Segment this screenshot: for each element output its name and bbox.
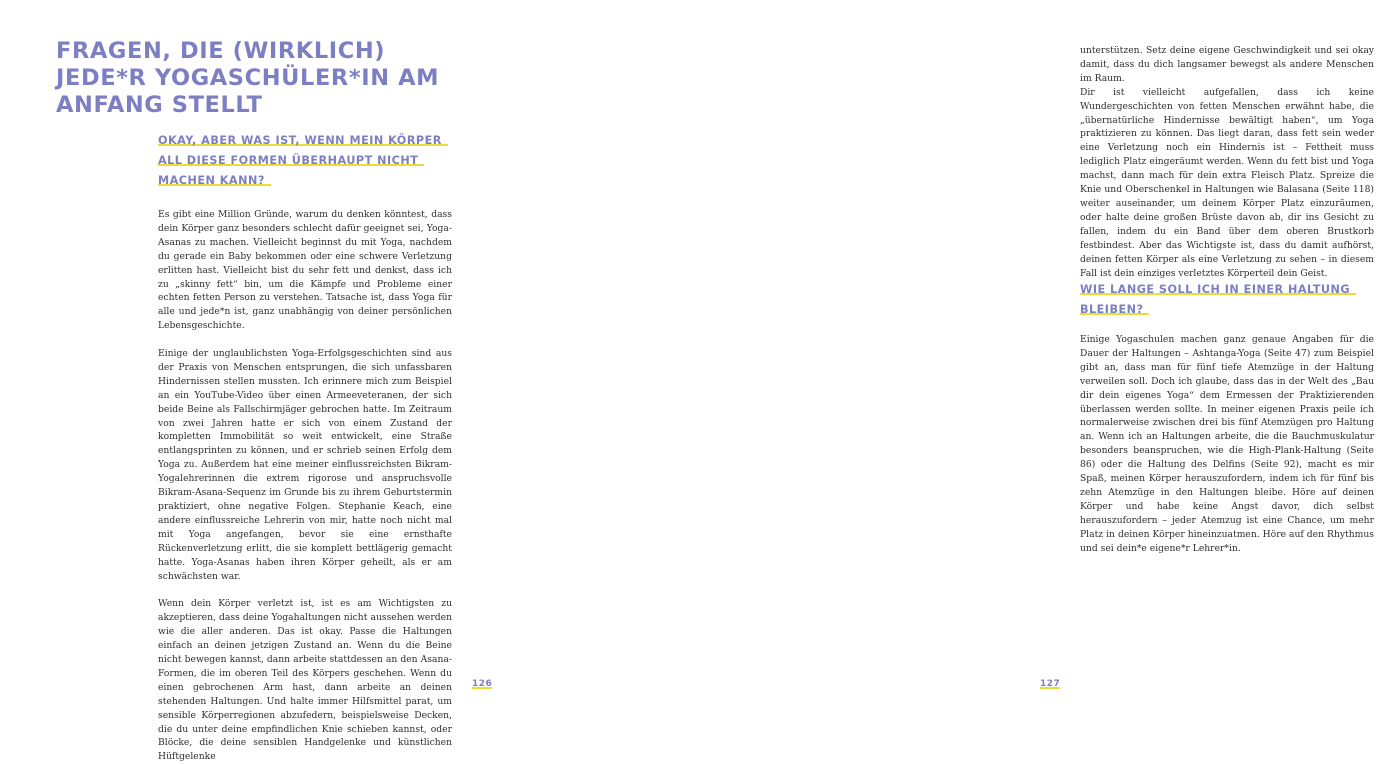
paragraph: Wenn dein Körper verletzt ist, ist es am Wichtigsten zu akzeptieren, dass deine Yogahaltungen nicht aussehen werden wie die aller anderen. Das ist okay. Passe die Haltungen einfach an deinen jetzigen Zustand an. Wenn du die Beine nicht bewegen kannst, dann arbeite stattdessen an den Asana-Formen, die im oberen Teil des Körpers geschehen. Wenn du einen gebrochenen Arm hast, dann arbeite an deinen stehenden Haltungen. Und halte immer Hilfsmittel parat, um sensible Körperregionen abzufedern, beispielsweise Decken, die du unter deine empfindlichen Knie schieben kannst, oder Blöcke, die deine sensiblen Handgelenke und künstlichen Hüftgelenke	[158, 598, 452, 763]
heading-highlight-text: WIE LANGE SOLL ICH IN EINER HALTUNG BLEIBEN?	[1080, 283, 1356, 316]
paragraph: Dir ist vielleicht aufgefallen, dass ich keine Wundergeschichten von fetten Menschen erwähnt habe, die „übernatürliche Hindernisse bewältigt haben“, um Yoga praktizieren zu können. Das liegt daran, dass fett sein weder eine Verletzung noch ein Hindernis ist – Fettheit muss lediglich Platz eingeräumt werden. Wenn du fett bist und Yoga machst, dann mach für dein extra Fleisch Platz. Spreize die Knie und Oberschenkel in Haltungen wie Balasana (Seite 118) weiter auseinander, um deinem Körper Platz einzuräumen, oder halte deine großen Brüste davon ab, dir ins Gesicht zu fallen, indem du ein Band über dem oberen Brustkorb festbindest. Aber das Wichtigste ist, dass du damit aufhörst, deinen fetten Körper als eine Verletzung zu sehen – in diesem Fall ist dein einziges verletztes Körperteil dein Geist.	[1080, 86, 1374, 279]
page-number-right: 127	[1040, 679, 1061, 689]
paragraph: Einige der unglaublichsten Yoga-Erfolgsgeschichten sind aus der Praxis von Menschen entsprungen, die sich unfassbaren Hindernissen stellen mussten. Ich erinnere mich zum Beispiel an ein YouTube-Video über einen Armeeveteranen, der sich beide Beine als Fallschirmjäger gebrochen hatte. Im Zeitraum von zwei Jahren hatte er sich von einem Zustand der kompletten Immobilität so weit entwickelt, eine Straße entlangsprinten zu können, und er schrieb seinen Erfolg dem Yoga zu. Außerdem hat eine meiner einflussreichsten Bikram-Yogalehrerinnen die extrem rigorose und anspruchsvolle Bikram-Asana-Sequenz im Grunde bis zu ihrem Geburtstermin praktiziert, ohne negative Folgen. Stephanie Keach, eine andere einflussreiche Lehrerin von mir, hatte noch nicht mal mit Yoga angefangen, bevor sie eine ernsthafte Rückenverletzung erlitt, die sie komplett bettlägerig gemacht hatte. Yoga-Asanas haben ihren Körper geheilt, als er am schwächsten war.	[158, 348, 452, 582]
left-page	[0, 0, 510, 763]
heading-highlight-text: OKAY, ABER WAS IST, WENN MEIN KÖRPER ALL DIESE FORMEN ÜBERHAUPT NICHT MACHEN KANN?	[158, 134, 448, 187]
paragraph: unterstützen. Setz deine eigene Geschwindigkeit und sei okay damit, dass du dich langsamer bewegst als andere Menschen im Raum.	[1080, 45, 1374, 84]
chapter-title: FRAGEN, DIE (WIRKLICH) JEDE*R YOGASCHÜLER*IN AM ANFANG STELLT	[56, 38, 440, 118]
page-number-left: 126	[472, 679, 493, 689]
section-heading-hold-duration	[1080, 280, 1380, 320]
right-body-text	[1080, 333, 1374, 556]
paragraph: Es gibt eine Million Gründe, warum du denken könntest, dass dein Körper ganz besonders schlecht dafür geeignet sei, Yoga-Asanas zu machen. Vielleicht beginnst du mit Yoga, nachdem du gerade ein Baby bekommen oder eine schwere Verletzung erlitten hast. Vielleicht bist du sehr fett und denkst, dass ich zu „skinny fett“ bin, um die Kämpfe und Probleme einer echten fetten Person zu verstehen. Tatsache ist, dass Yoga für alle und jede*n ist, ganz unabhängig von deiner persönlichen Lebensgeschichte.	[158, 209, 452, 332]
right-continuation-text	[1080, 44, 1374, 280]
right-page	[510, 0, 1374, 720]
left-body-text	[158, 208, 452, 764]
paragraph: Einige Yogaschulen machen ganz genaue Angaben für die Dauer der Haltungen – Ashtanga-Yoga (Seite 47) zum Beispiel gibt an, dass man für fünf tiefe Atemzüge in der Haltung verweilen soll. Doch ich glaube, dass das in der Welt des „Bau dir dein eigenes Yoga“ dem Ermessen der Praktizierenden überlassen werden sollte. In meiner eigenen Praxis peile ich normalerweise zwischen drei bis fünf Atemzügen pro Haltung an. Wenn ich an Haltungen arbeite, die die Bauchmuskulatur besonders beanspruchen, wie die High-Plank-Haltung (Seite 86) oder die Haltung des Delfins (Seite 92), macht es mir Spaß, meinen Körper herauszufordern, indem ich für fünf bis zehn Atemzüge in den Haltungen bleibe. Höre auf deinen Körper und habe keine Angst davor, dich selbst herauszufordern – jeder Atemzug ist eine Chance, um mehr Platz in deinen Körper hineinzuatmen. Höre auf den Rhythmus und sei dein*e eigene*r Lehrer*in.	[1080, 334, 1374, 554]
section-heading-body-limits	[158, 131, 458, 191]
